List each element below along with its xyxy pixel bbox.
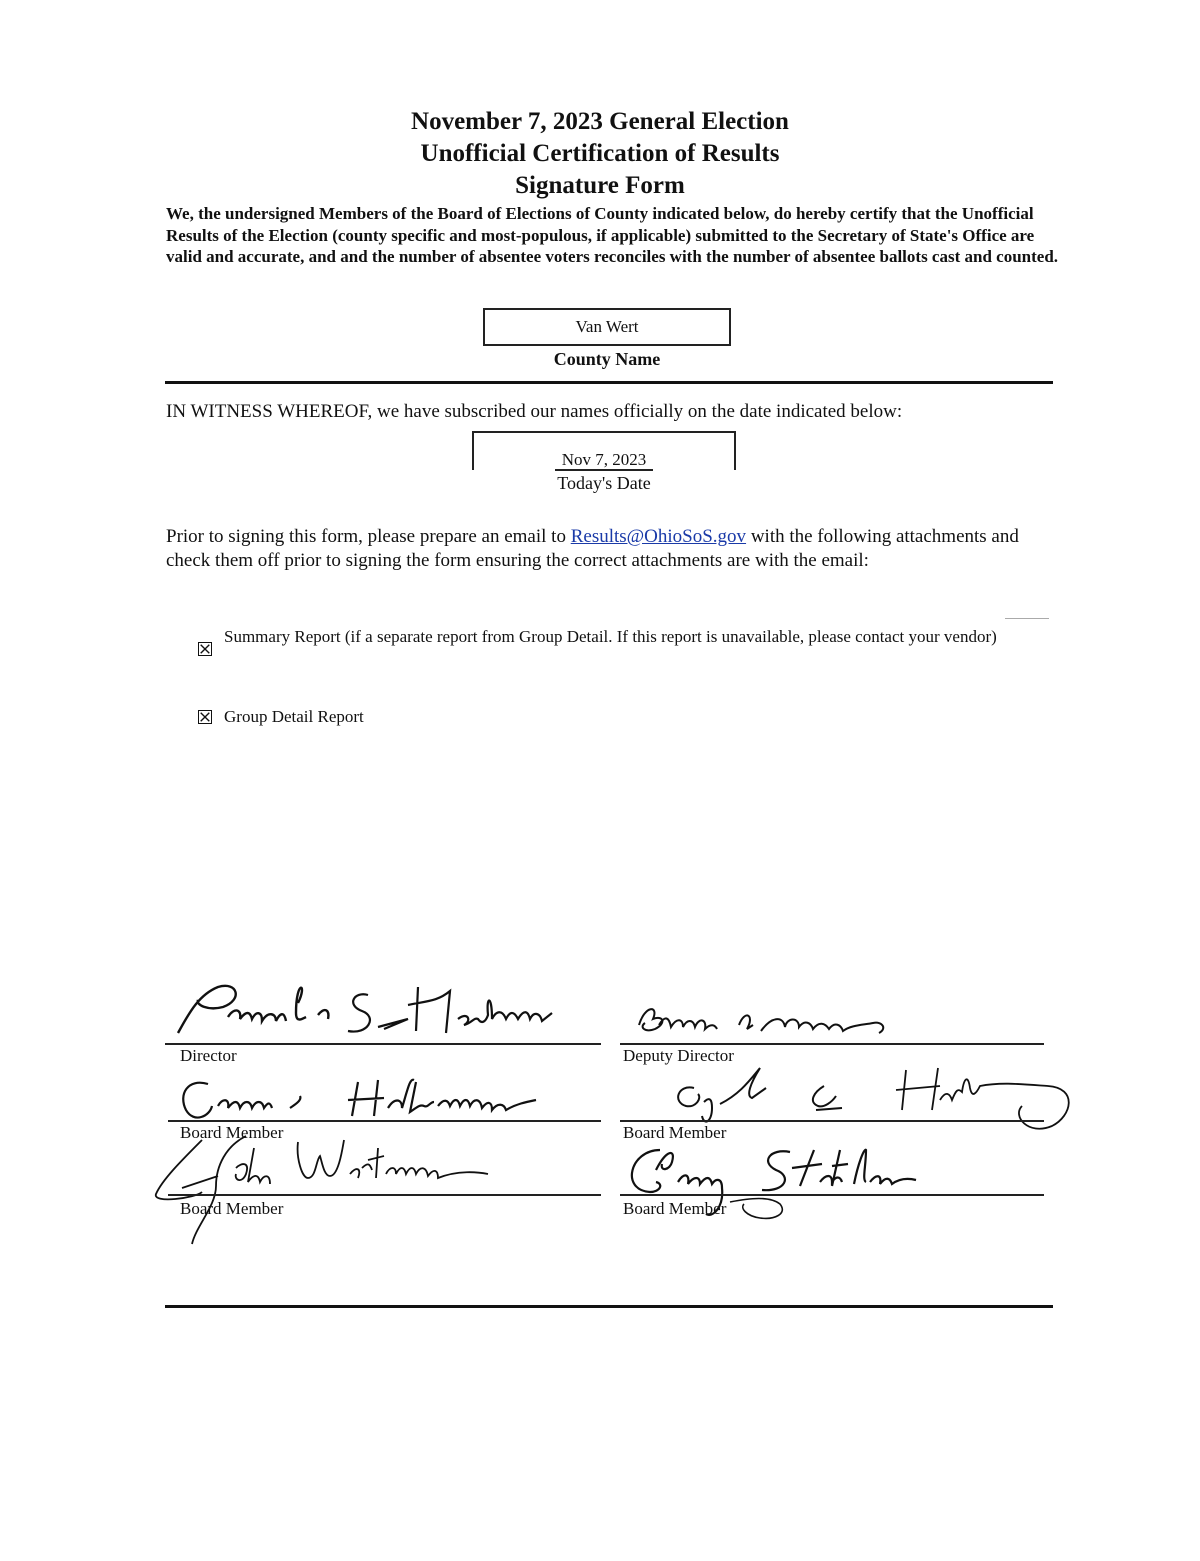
results-email-link[interactable]: Results@OhioSoS.gov [570,526,747,547]
board-member-2-label: Board Member [623,1123,727,1142]
board-member-1-signature-line [168,1120,601,1122]
board-member-1-signature [178,1072,598,1122]
certification-statement: We, the undersigned Members of the Board of Elections of County indicated below, do hereby certify that the Unofficial Results of the Election (county specific and most-populous, if applicable) submitted to the Secretary of State's Office are valid and accurate, and and the number of absentee voters reconciles with the number of absentee ballots cast and counted. [166,204,1059,266]
email-instructions [166,525,1036,573]
date-label: Today's Date [557,473,651,493]
board-member-6-signature-line [620,1194,1044,1196]
date-value: Nov 7, 2023 [561,450,647,469]
summary-report-label: Summary Report (if a separate report from Group Detail. If this report is unavailable, please contact your vendor) [224,627,997,646]
county-name-label: County Name [553,349,661,369]
board-member-1-label: Board Member [180,1123,284,1142]
group-detail-label: Group Detail Report [224,707,364,726]
deputy-director-label: Deputy Director [623,1046,734,1065]
date-field [472,431,736,470]
board-member-2-signature-line [620,1120,1044,1122]
board-member-6-label: Board Member [623,1199,727,1218]
summary-report-checkbox[interactable] [198,642,212,656]
instructions-after: with the following attachments and check them off prior to signing the form ensuring the correct attachments are with the email: [166,526,1019,571]
divider-bottom [165,1305,1053,1308]
witness-statement: IN WITNESS WHEREOF, we have subscribed our names officially on the date indicated below: [166,401,903,422]
county-name-field [483,308,731,346]
checkbox-x-icon [199,711,211,723]
deputy-director-signature-line [620,1043,1044,1045]
title-election: November 7, 2023 General Election [411,108,789,135]
title-certification: Unofficial Certification of Results [420,140,780,167]
director-signature [168,975,588,1045]
director-signature-line [165,1043,601,1045]
instructions-before: Prior to signing this form, please prepare an email to [166,526,571,547]
county-name-value: Van Wert [575,317,639,336]
title-signature-form: Signature Form [515,172,685,199]
board-member-3-signature-line [168,1194,601,1196]
date-underline [555,469,653,471]
board-member-3-label: Board Member [180,1199,284,1218]
director-label: Director [180,1046,237,1065]
stray-mark [1005,618,1049,619]
group-detail-checkbox[interactable] [198,710,212,724]
board-member-3-signature [152,1128,572,1248]
deputy-director-signature [635,995,975,1045]
divider-top [165,381,1053,384]
checkbox-x-icon [199,643,211,655]
